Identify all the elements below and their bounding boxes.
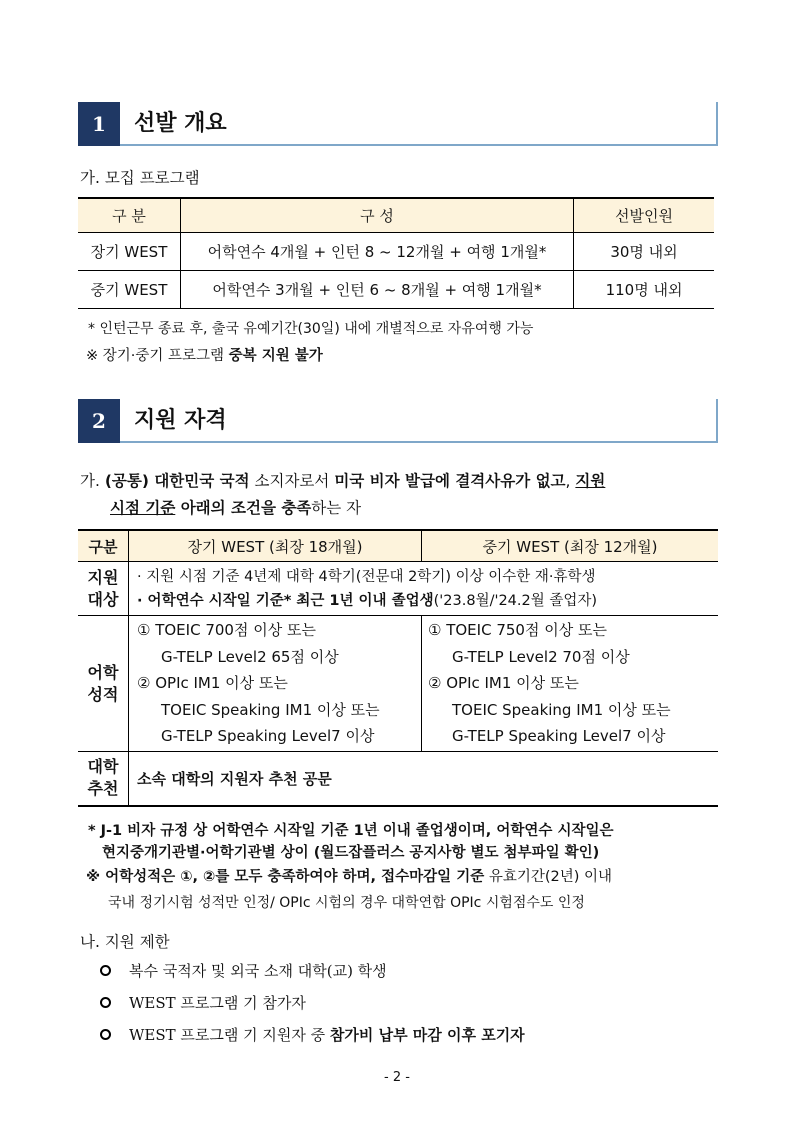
list-item: 복수 국적자 및 외국 소재 대학(교) 학생 xyxy=(100,960,387,981)
target-line-2: · 어학연수 시작일 기준* 최근 1년 이내 졸업생('23.8월/'24.2월 졸업자) xyxy=(137,592,598,609)
list-item: WEST 프로그램 기 지원자 중 참가비 납부 마감 이후 포기자 xyxy=(100,1024,525,1045)
cell-composition: 어학연수 4개월 + 인턴 8 ~ 12개월 + 여행 1개월* xyxy=(181,233,574,271)
footnote-j1: * J-1 비자 규정 상 어학연수 시작일 기준 1년 이내 졸업생이며, 어학연수 시작일은 현지중개기관별·어학기관별 상이 (월드잡플러스 공지사항 별도 첨부파일 확인) xyxy=(88,823,614,861)
section-number: 1 xyxy=(78,102,120,146)
col-header: 구 성 xyxy=(181,198,574,233)
row-label-recommend: 대학 추천 xyxy=(78,752,129,806)
section-2-header xyxy=(78,399,718,443)
circle-bullet-icon xyxy=(100,965,111,976)
circle-bullet-icon xyxy=(100,997,111,1008)
cell-composition: 어학연수 3개월 + 인턴 6 ~ 8개월 + 여행 1개월* xyxy=(181,271,574,309)
footnote-scores: ※ 어학성적은 ①, ②를 모두 충족하여야 하며, 접수마감일 기준 유효기간(2년) 이내 국내 정기시험 성적만 인정/ OPIc 시험의 경우 대학연합 OPIc 시험점수도 인정 xyxy=(86,869,613,911)
circle-bullet-icon xyxy=(100,1029,111,1040)
section-title: 지원 자격 xyxy=(134,408,227,433)
mid-lang-cell: ① TOEIC 750점 이상 또는 G-TELP Level2 70점 이상 ② OPIc IM1 이상 또는 TOEIC Speaking IM1 이상 또는 G-TELP Speaking Level7 이상 xyxy=(422,616,719,752)
table-row xyxy=(78,752,718,806)
col-header: 선발인원 xyxy=(574,198,715,233)
col-header: 중기 WEST (최장 12개월) xyxy=(422,530,719,562)
note-free-travel: * 인턴근무 종료 후, 출국 유예기간(30일) 내에 개별적으로 자유여행 가능 xyxy=(88,321,534,337)
long-lang-cell: ① TOEIC 700점 이상 또는 G-TELP Level2 65점 이상 ② OPIc IM1 이상 또는 TOEIC Speaking IM1 이상 또는 G-TELP Speaking Level7 이상 xyxy=(129,616,422,752)
eligibility-intro: 가. (공통) 대한민국 국적 소지자로서 미국 비자 발급에 결격사유가 없고, 지원 시점 기준 아래의 조건을 충족하는 자 xyxy=(80,472,606,517)
row-label-language: 어학 성적 xyxy=(78,616,129,752)
col-header: 구 분 xyxy=(78,198,181,233)
cell-quota: 110명 내외 xyxy=(574,271,715,309)
target-line-1: · 지원 시점 기준 4년제 대학 4학기(전문대 2학기) 이상 이수한 재·휴학생 xyxy=(137,568,596,585)
subheading-restrictions: 나. 지원 제한 xyxy=(80,933,170,951)
cell-type: 장기 WEST xyxy=(78,233,181,271)
program-table xyxy=(78,197,714,309)
table-row xyxy=(78,271,714,309)
list-item: WEST 프로그램 기 참가자 xyxy=(100,992,306,1013)
row-label-target: 지원 대상 xyxy=(78,562,129,616)
recommend-text: 소속 대학의 지원자 추천 공문 xyxy=(129,752,719,806)
cell-type: 중기 WEST xyxy=(78,271,181,309)
col-header: 구분 xyxy=(78,530,129,562)
table-row xyxy=(78,562,718,616)
table-row xyxy=(78,616,718,752)
section-1-header xyxy=(78,102,718,146)
section-title: 선발 개요 xyxy=(134,111,227,136)
cell-quota: 30명 내외 xyxy=(574,233,715,271)
eligibility-table xyxy=(78,529,718,807)
section-number: 2 xyxy=(78,399,120,443)
subheading-recruit-programs: 가. 모집 프로그램 xyxy=(80,169,200,187)
note-no-duplicate: ※ 장기·중기 프로그램 중복 지원 불가 xyxy=(86,348,323,364)
page-number: - 2 - xyxy=(384,1070,410,1085)
col-header: 장기 WEST (최장 18개월) xyxy=(129,530,422,562)
table-row xyxy=(78,233,714,271)
